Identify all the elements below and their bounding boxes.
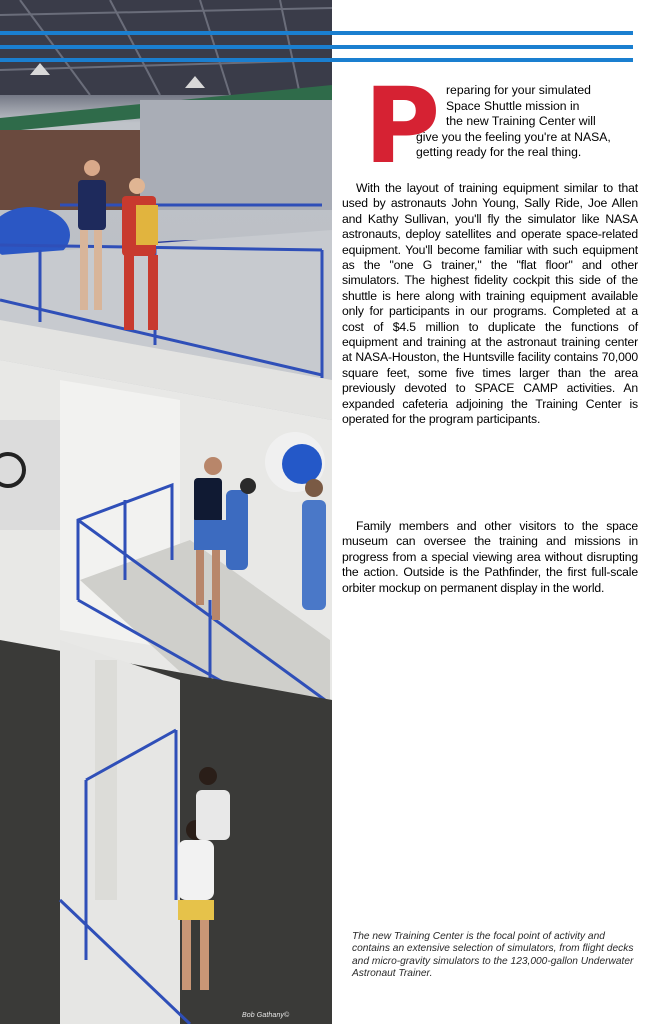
drop-cap: P xyxy=(364,65,439,187)
blue-rule-line xyxy=(0,58,633,62)
intro-line: give you the feeling you're at NASA, xyxy=(416,129,611,144)
intro-line: Space Shuttle mission in xyxy=(446,98,580,113)
intro-line: getting ready for the real thing. xyxy=(416,145,582,160)
blue-rule-line xyxy=(0,31,633,35)
blue-rule-line xyxy=(0,45,633,49)
intro-line: the new Training Center will xyxy=(446,114,596,129)
body-paragraph: With the layout of training equipment similar to that used by astronauts John Young, Sally Ride, Joe Allen and Kathy Sullivan, you'll fly the simulator like NASA astronauts, deploy satellites and operate space-related equipment. You'll become familiar with such equipment as the "one G trainer," the "flat floor" and other simulators. The highest fidelity cockpit this side of the shuttle is here along with training equipment available only for participants in our programs. Completed at a cost of $4.5 million to duplicate the functions of equipment and training at the astronaut training center at NASA-Houston, the Huntsville facility contains 70,000 square feet, some five times larger than the area previously devoted to SPACE CAMP activities. An expanded cafeteria adjoining the Training Center is operated for the program participants. xyxy=(342,181,638,427)
photo-credit: Bob Gathany© xyxy=(242,1012,290,1019)
intro-text xyxy=(416,83,638,161)
body-paragraph: Family members and other visitors to the space museum can oversee the training and missions in progress from a special viewing area without disrupting the action. Outside is the Pathfinder, the first full-scale orbiter mockup on permanent display in the world. xyxy=(342,519,638,595)
photo-caption: The new Training Center is the focal point of activity and contains an extensive selection of simulators, from flight decks and micro-gravity simulators to the 123,000-gallon Underwater Astronaut Trainer. xyxy=(352,931,634,980)
intro-line: reparing for your simulated xyxy=(446,83,591,97)
